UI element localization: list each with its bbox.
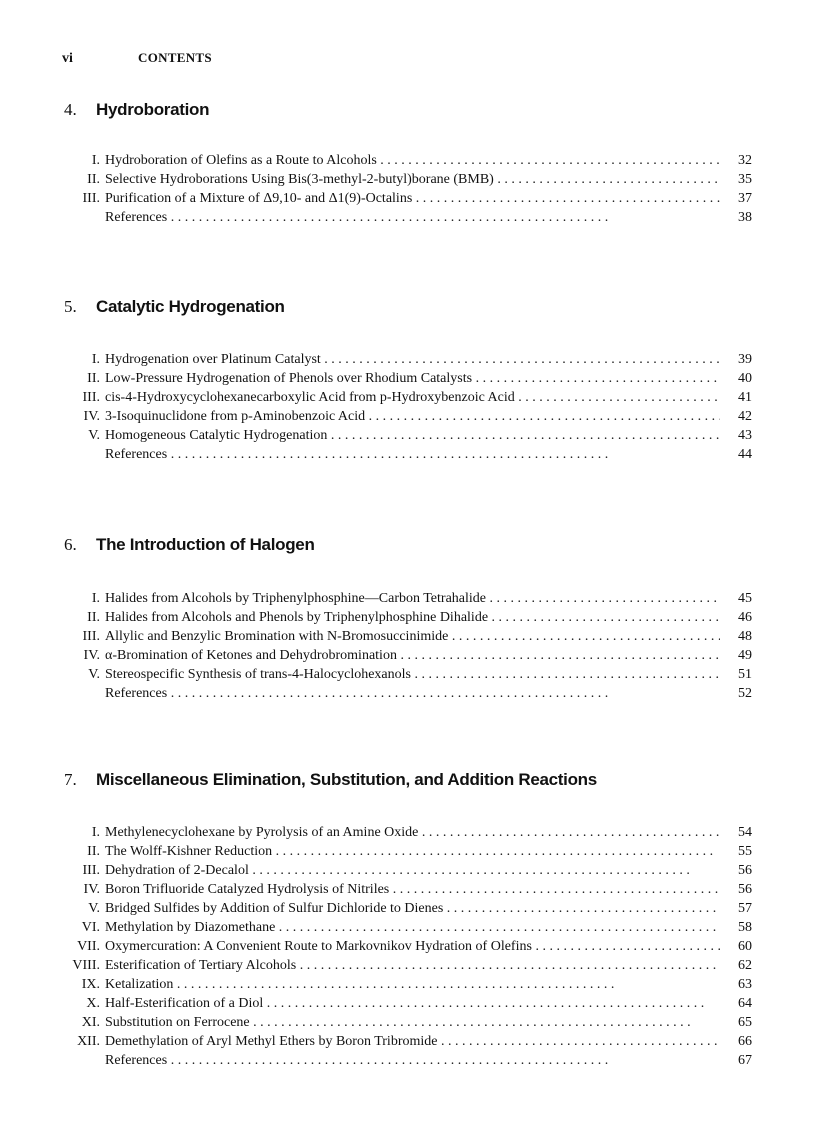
- entry-page: 35: [720, 170, 752, 189]
- chapter-title: The Introduction of Halogen: [96, 535, 315, 554]
- entry-roman: VIII.: [72, 958, 100, 973]
- entry-title: Methylenecyclohexane by Pyrolysis of an Amine Oxide . .: [105, 823, 720, 842]
- entry-title: Demethylation of Aryl Methyl Ethers by Boron Tribromide . .: [105, 1032, 720, 1051]
- entry-roman: II.: [87, 172, 100, 187]
- running-header: [62, 50, 212, 67]
- toc-entry[interactable]: [0, 956, 816, 975]
- toc-entry[interactable]: [0, 665, 816, 684]
- chapter-number: 4.: [64, 100, 77, 119]
- entry-title: Ketalization . .: [105, 975, 720, 994]
- entry-page: 60: [720, 937, 752, 956]
- entry-roman: I.: [91, 153, 100, 168]
- entry-title: Dehydration of 2-Decalol . .: [105, 861, 720, 880]
- entry-title: Boron Trifluoride Catalyzed Hydrolysis of Nitriles . .: [105, 880, 720, 899]
- entry-page: 41: [720, 388, 752, 407]
- entry-title: Oxymercuration: A Convenient Route to Markovnikov Hydration of Olefins . .: [105, 937, 720, 956]
- chapter-number: 7.: [64, 770, 77, 789]
- entry-roman: V.: [88, 901, 100, 916]
- entry-title: Substitution on Ferrocene . .: [105, 1013, 720, 1032]
- entry-page: 40: [720, 369, 752, 388]
- toc-entry[interactable]: [0, 388, 816, 407]
- toc-entry[interactable]: [0, 627, 816, 646]
- entry-roman: VI.: [81, 920, 100, 935]
- entry-list: [0, 823, 816, 1070]
- toc-entry-references[interactable]: [0, 445, 816, 464]
- entry-title: Allylic and Benzylic Bromination with N-Bromosuccinimide . .: [105, 627, 720, 646]
- entry-title: References . .: [105, 1051, 720, 1070]
- toc-entry-references[interactable]: [0, 684, 816, 703]
- chapter-heading: [64, 100, 209, 120]
- entry-page: 54: [720, 823, 752, 842]
- entry-page: 56: [720, 880, 752, 899]
- toc-entry[interactable]: [0, 975, 816, 994]
- entry-list: [0, 350, 816, 464]
- entry-page: 45: [720, 589, 752, 608]
- entry-title: References . .: [105, 684, 720, 703]
- entry-roman: X.: [86, 996, 100, 1011]
- entry-roman: IV.: [83, 882, 100, 897]
- entry-title: Homogeneous Catalytic Hydrogenation . .: [105, 426, 720, 445]
- entry-roman: IV.: [83, 409, 100, 424]
- chapter-title: Hydroboration: [96, 100, 210, 119]
- entry-title: References . .: [105, 208, 720, 227]
- entry-roman: II.: [87, 371, 100, 386]
- toc-entry[interactable]: [0, 407, 816, 426]
- toc-entry[interactable]: [0, 1013, 816, 1032]
- entry-list: [0, 589, 816, 703]
- entry-title: Bridged Sulfides by Addition of Sulfur Dichloride to Dienes . .: [105, 899, 720, 918]
- chapter-title: Miscellaneous Elimination, Substitution, and Addition Reactions: [96, 770, 597, 789]
- toc-entry[interactable]: [0, 369, 816, 388]
- toc-entry[interactable]: [0, 151, 816, 170]
- entry-roman: V.: [88, 428, 100, 443]
- entry-roman: XI.: [81, 1015, 100, 1030]
- toc-entry[interactable]: [0, 899, 816, 918]
- toc-entry-references[interactable]: [0, 1051, 816, 1070]
- page-number: vi: [62, 51, 73, 66]
- toc-entry[interactable]: [0, 937, 816, 956]
- entry-page: 37: [720, 189, 752, 208]
- toc-entry[interactable]: [0, 823, 816, 842]
- toc-entry[interactable]: [0, 918, 816, 937]
- entry-title: Hydrogenation over Platinum Catalyst . .: [105, 350, 720, 369]
- toc-entry[interactable]: [0, 350, 816, 369]
- entry-title: Halides from Alcohols and Phenols by Triphenylphosphine Dihalide . .: [105, 608, 720, 627]
- toc-entry[interactable]: [0, 646, 816, 665]
- toc-entry[interactable]: [0, 842, 816, 861]
- entry-title: References . .: [105, 445, 720, 464]
- toc-entry[interactable]: [0, 994, 816, 1013]
- entry-roman: III.: [82, 390, 100, 405]
- entry-page: 52: [720, 684, 752, 703]
- toc-entry[interactable]: [0, 1032, 816, 1051]
- chapter-number: 5.: [64, 297, 77, 316]
- entry-page: 66: [720, 1032, 752, 1051]
- entry-roman: VII.: [77, 939, 100, 954]
- running-title: CONTENTS: [138, 50, 212, 65]
- entry-title: Hydroboration of Olefins as a Route to Alcohols . .: [105, 151, 720, 170]
- entry-roman: I.: [91, 825, 100, 840]
- toc-entry[interactable]: [0, 589, 816, 608]
- chapter-number: 6.: [64, 535, 77, 554]
- toc-entry[interactable]: [0, 170, 816, 189]
- toc-entry[interactable]: [0, 880, 816, 899]
- entry-roman: II.: [87, 844, 100, 859]
- entry-page: 63: [720, 975, 752, 994]
- chapter-title: Catalytic Hydrogenation: [96, 297, 285, 316]
- entry-title: Halides from Alcohols by Triphenylphosphine—Carbon Tetrahalide . .: [105, 589, 720, 608]
- entry-page: 49: [720, 646, 752, 665]
- entry-page: 65: [720, 1013, 752, 1032]
- entry-page: 43: [720, 426, 752, 445]
- entry-page: 55: [720, 842, 752, 861]
- entry-title: Purification of a Mixture of Δ9,10- and Δ1(9)-Octalins . .: [105, 189, 720, 208]
- entry-roman: IV.: [83, 648, 100, 663]
- entry-title: α-Bromination of Ketones and Dehydrobromination . .: [105, 646, 720, 665]
- toc-entry[interactable]: [0, 189, 816, 208]
- toc-entry[interactable]: [0, 608, 816, 627]
- entry-page: 58: [720, 918, 752, 937]
- entry-title: Esterification of Tertiary Alcohols . .: [105, 956, 720, 975]
- entry-page: 51: [720, 665, 752, 684]
- entry-page: 46: [720, 608, 752, 627]
- entry-page: 62: [720, 956, 752, 975]
- entry-roman: V.: [88, 667, 100, 682]
- entry-roman: III.: [82, 629, 100, 644]
- toc-entry[interactable]: [0, 861, 816, 880]
- entry-title: The Wolff-Kishner Reduction . .: [105, 842, 720, 861]
- entry-title: 3-Isoquinuclidone from p-Aminobenzoic Acid . .: [105, 407, 720, 426]
- toc-entry-references[interactable]: [0, 208, 816, 227]
- chapter-heading: [64, 770, 597, 790]
- entry-title: Stereospecific Synthesis of trans-4-Halocyclohexanols . .: [105, 665, 720, 684]
- entry-page: 42: [720, 407, 752, 426]
- entry-roman: III.: [82, 191, 100, 206]
- entry-list: [0, 151, 816, 227]
- entry-roman: XII.: [77, 1034, 100, 1049]
- entry-roman: I.: [91, 352, 100, 367]
- entry-page: 48: [720, 627, 752, 646]
- entry-page: 56: [720, 861, 752, 880]
- entry-title: Half-Esterification of a Diol . .: [105, 994, 720, 1013]
- entry-page: 44: [720, 445, 752, 464]
- entry-title: Low-Pressure Hydrogenation of Phenols over Rhodium Catalysts . .: [105, 369, 720, 388]
- chapter-heading: [64, 297, 285, 317]
- entry-roman: III.: [82, 863, 100, 878]
- chapter-heading: [64, 535, 315, 555]
- entry-roman: IX.: [81, 977, 100, 992]
- entry-page: 57: [720, 899, 752, 918]
- entry-title: cis-4-Hydroxycyclohexanecarboxylic Acid from p-Hydroxybenzoic Acid . .: [105, 388, 720, 407]
- entry-title: Methylation by Diazomethane . .: [105, 918, 720, 937]
- entry-page: 32: [720, 151, 752, 170]
- entry-page: 64: [720, 994, 752, 1013]
- entry-roman: II.: [87, 610, 100, 625]
- entry-title: Selective Hydroborations Using Bis(3-methyl-2-butyl)borane (BMB) . .: [105, 170, 720, 189]
- entry-page: 39: [720, 350, 752, 369]
- toc-entry[interactable]: [0, 426, 816, 445]
- entry-roman: I.: [91, 591, 100, 606]
- entry-page: 38: [720, 208, 752, 227]
- entry-page: 67: [720, 1051, 752, 1070]
